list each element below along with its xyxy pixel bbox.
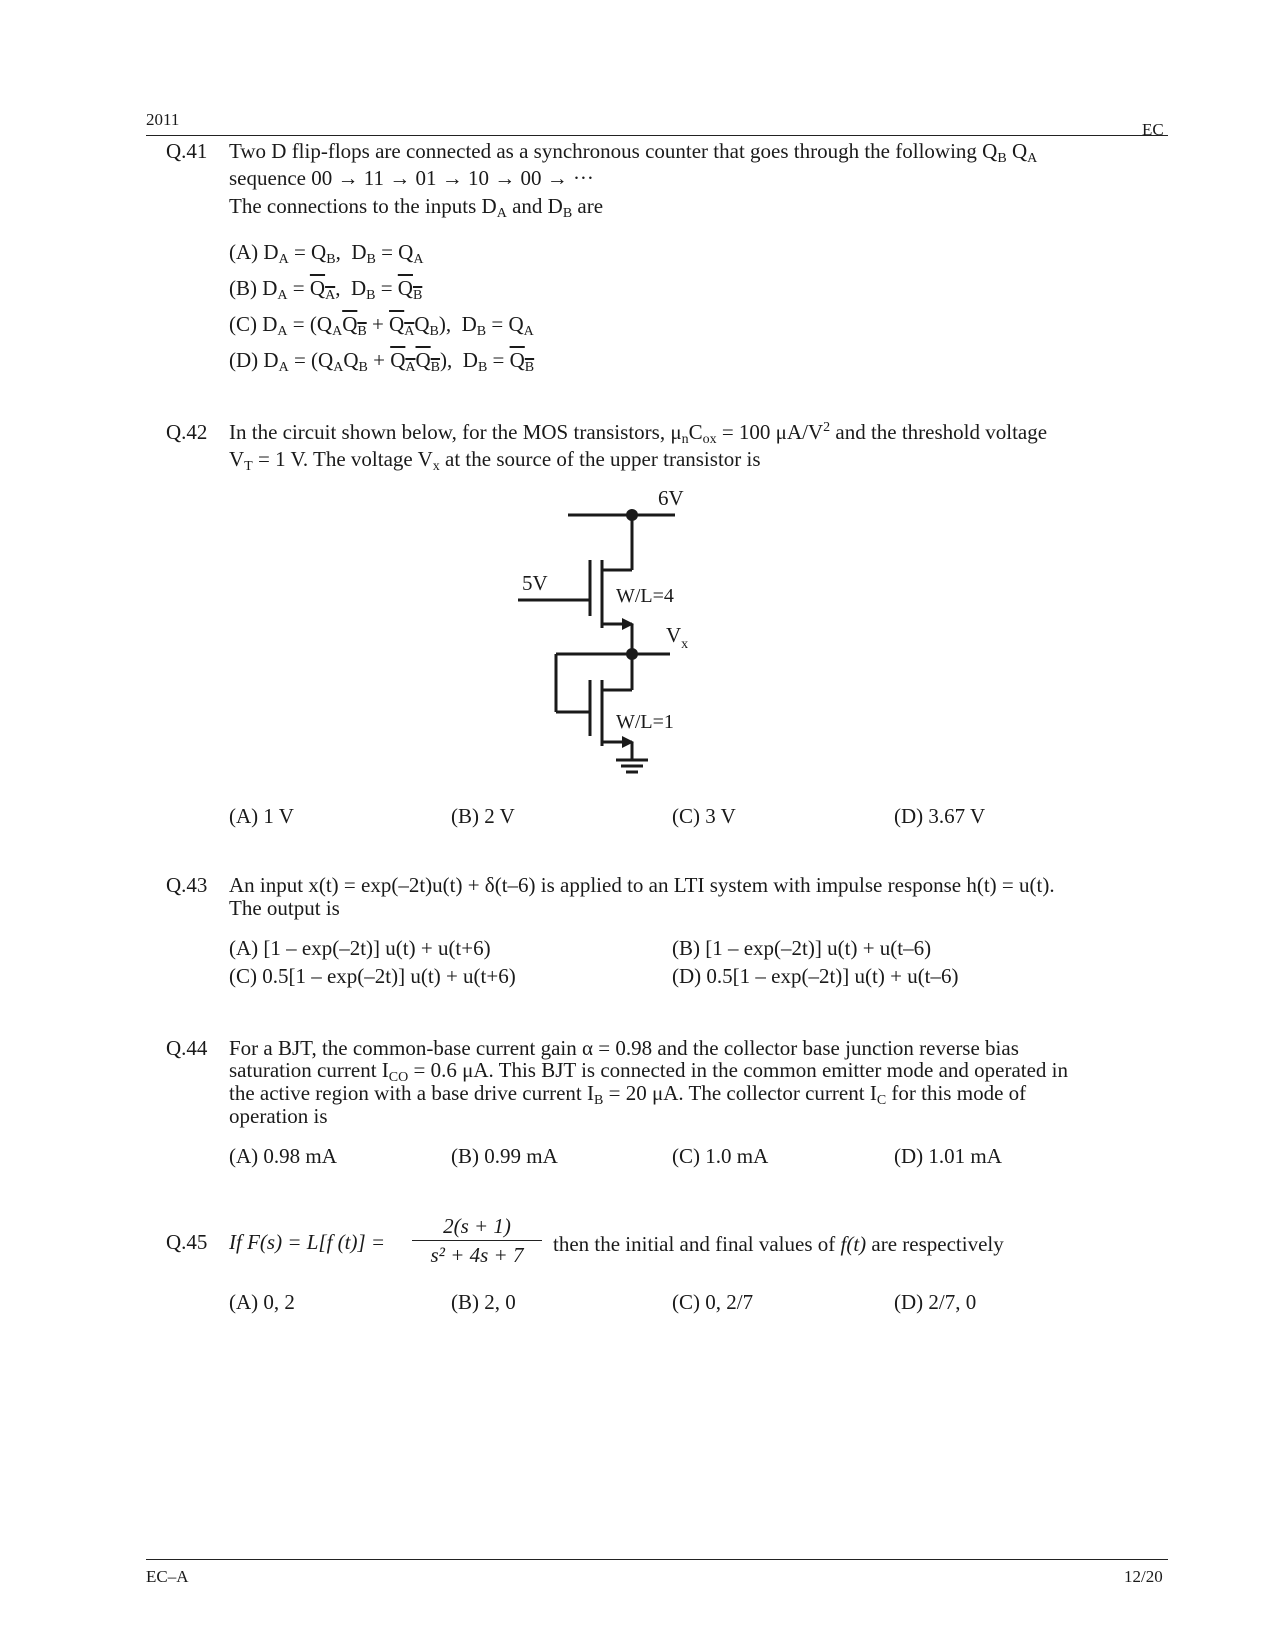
q45-option-a: (A) 0, 2: [229, 1290, 295, 1314]
footer-code: EC–A: [146, 1567, 189, 1586]
q45-option-c: (C) 0, 2/7: [672, 1290, 754, 1314]
q45-option-d: (D) 2/7, 0: [894, 1290, 977, 1314]
q43-line1: An input x(t) = exp(–2t)u(t) + δ(t–6) is applied to an LTI system with impulse response h(t) = u(t).: [229, 873, 1055, 897]
header-rule: [146, 135, 1168, 136]
q43-option-a: (A) [1 – exp(–2t)] u(t) + u(t+6): [229, 936, 491, 960]
q44-line1: For a BJT, the common-base current gain α = 0.98 and the collector base junction reverse bias: [229, 1036, 1019, 1060]
q44-option-b: (B) 0.99 mA: [451, 1144, 558, 1168]
q43-option-d: (D) 0.5[1 – exp(–2t)] u(t) + u(t–6): [672, 964, 959, 988]
q43-option-c: (C) 0.5[1 – exp(–2t)] u(t) + u(t+6): [229, 964, 516, 988]
supply-junction-dot: [626, 509, 638, 521]
vx-label: $V_x$: [666, 623, 689, 652]
q41-option-b: (B) $D_A = Q_A$, $D_B = Q_B$: [229, 276, 423, 303]
lower-wl-label: W/L=1: [616, 711, 674, 733]
gate-voltage-label: 5V: [522, 571, 548, 595]
q43-number: Q.43: [166, 873, 208, 897]
q42-line1: In the circuit shown below, for the MOS transistors, $\mu_nC_{ox} = 100$ $\mu A/V^2$ and the threshold voltage: [229, 420, 1048, 447]
upper-wl-label: W/L=4: [616, 585, 674, 607]
q42-option-a: (A) 1 V: [229, 804, 294, 828]
q42-number: Q.42: [166, 420, 208, 444]
supply-voltage-label: 6V: [658, 486, 684, 510]
header-paper-code: EC: [1142, 120, 1164, 139]
q45-denominator: s² + 4s + 7: [430, 1243, 524, 1267]
q44-line3: the active region with a base drive current $I_B = 20$ μA. The collector current $I_C$ for this mode of: [229, 1081, 1027, 1108]
q44-number: Q.44: [166, 1036, 208, 1060]
q44-option-d: (D) 1.01 mA: [894, 1144, 1002, 1168]
q45-number: Q.45: [166, 1230, 208, 1254]
q41-line2: sequence 00 → 11 → 01 → 10 → 00 → ···: [229, 166, 594, 190]
q44-line4: operation is: [229, 1104, 328, 1128]
q44-option-a: (A) 0.98 mA: [229, 1144, 337, 1168]
q42-option-c: (C) 3 V: [672, 804, 736, 828]
header-year: 2011: [146, 110, 180, 129]
q45-fraction: [412, 1212, 542, 1269]
footer-rule: [146, 1559, 1168, 1560]
vx-junction-dot: [626, 648, 638, 660]
q42-line2: $V_T = 1$ V. The voltage $V_x$ at the source of the upper transistor is: [229, 447, 761, 474]
q44-line2: saturation current $I_{CO} = 0.6$ μA. This BJT is connected in the common emitter mode and operated in: [229, 1058, 1069, 1085]
footer-page-number: 12/20: [1124, 1567, 1163, 1586]
q45-option-b: (B) 2, 0: [451, 1290, 516, 1314]
q41-line1: Two D flip-flops are connected as a synchronous counter that goes through the following $Q_B$ $Q_A$: [229, 139, 1038, 166]
q41-option-d: (D) $D_A = (Q_AQ_B + Q_AQ_B)$, $D_B = Q_B$: [229, 348, 535, 375]
q43-option-b: (B) [1 – exp(–2t)] u(t) + u(t–6): [672, 936, 932, 960]
q45-text: then the initial and final values of f(t) are respectively: [553, 1232, 1004, 1256]
q41-number: Q.41: [166, 139, 208, 163]
q41-sequence: 00 → 11 → 01 → 10 → 00 → ···: [311, 166, 594, 190]
q42-option-b: (B) 2 V: [451, 804, 515, 828]
q41-option-a: (A) $D_A = Q_B$, $D_B = Q_A$: [229, 240, 424, 267]
mosfet-circuit-diagram: [500, 480, 760, 800]
q41-option-c: (C) $D_A = (Q_AQ_B + Q_AQ_B)$, $D_B = Q_A$: [229, 312, 534, 339]
q43-line2: The output is: [229, 896, 340, 920]
q45-numerator: 2(s + 1): [412, 1212, 542, 1241]
q45-lhs: If F(s) = L[f (t)] =: [229, 1230, 386, 1254]
q41-line3: The connections to the inputs $D_A$ and $D_B$ are: [229, 194, 604, 221]
q44-option-c: (C) 1.0 mA: [672, 1144, 769, 1168]
q42-option-d: (D) 3.67 V: [894, 804, 986, 828]
